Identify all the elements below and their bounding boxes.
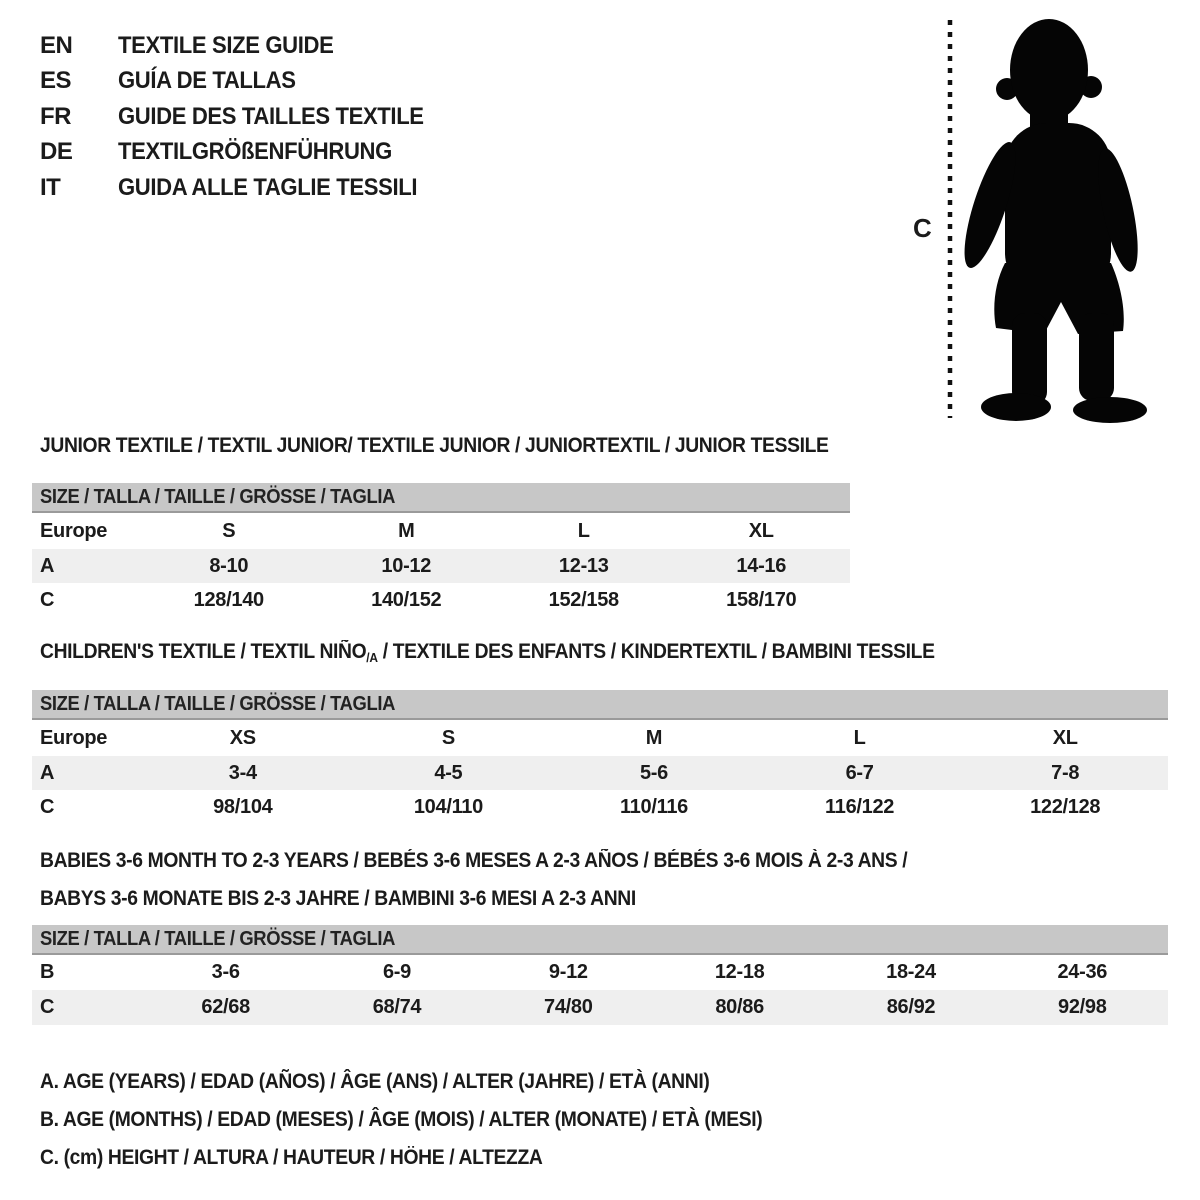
row-label: C: [40, 996, 55, 1018]
table-cell: 12-13: [558, 554, 609, 577]
language-code: IT: [40, 173, 61, 201]
language-code: ES: [40, 67, 72, 95]
table-cell: 110/116: [619, 796, 688, 818]
table-cell: 6-7: [845, 761, 874, 784]
column-header: L: [577, 519, 590, 542]
silhouette-right-leg: [1079, 313, 1114, 401]
children-size-table: [32, 690, 1168, 825]
size-header-label: SIZE / TALLA / TAILLE / GRÖSSE / TAGLIA: [40, 692, 396, 715]
babies-section-title: [40, 842, 983, 918]
silhouette-head: [1010, 19, 1088, 121]
language-row-de: [40, 135, 450, 171]
language-title-list: [40, 28, 450, 206]
table-cell: 7-8: [1051, 761, 1080, 784]
silhouette-left-foot: [981, 393, 1051, 421]
babies-title-line1: BABIES 3-6 MONTH TO 2-3 YEARS / BEBÉS 3-6 MESES A 2-3 AÑOS / BÉBÉS 3-6 MOIS À 2-3 ANS /: [40, 849, 908, 872]
language-code: DE: [40, 138, 73, 166]
table-cell: 3-4: [228, 761, 257, 784]
language-row-it: [40, 170, 450, 206]
legend: [40, 1063, 825, 1177]
guide-title: TEXTILGRÖßENFÜHRUNG: [118, 138, 392, 166]
table-cell: 98/104: [213, 796, 273, 818]
row-label: C: [40, 796, 55, 818]
region-label: Europe: [40, 726, 108, 749]
guide-title: GUIDE DES TAILLES TEXTILE: [118, 102, 424, 130]
column-header: S: [441, 726, 455, 749]
silhouette-left-leg: [1012, 313, 1047, 405]
language-code: FR: [40, 102, 71, 130]
junior-height-row: [32, 583, 850, 618]
children-columns-row: [32, 720, 1168, 756]
column-header: XL: [748, 519, 774, 542]
language-code: EN: [40, 31, 73, 59]
junior-size-table: [32, 483, 850, 618]
table-cell: 128/140: [193, 589, 264, 611]
language-row-fr: [40, 99, 450, 135]
language-row-es: [40, 64, 450, 100]
size-header-bar: [32, 690, 1168, 720]
children-height-row: [32, 790, 1168, 825]
children-title-subscript: /A: [366, 650, 378, 665]
size-header-bar: [32, 925, 1168, 955]
language-row-en: [40, 28, 450, 64]
children-section-title: [40, 640, 1012, 665]
guide-title: GUÍA DE TALLAS: [118, 67, 296, 95]
table-cell: 116/122: [825, 796, 895, 818]
table-cell: 4-5: [434, 761, 463, 784]
row-label: A: [40, 554, 55, 577]
junior-section-title-text: JUNIOR TEXTILE / TEXTIL JUNIOR/ TEXTILE JUNIOR / JUNIORTEXTIL / JUNIOR TESSILE: [40, 434, 829, 457]
children-section-title-text: [40, 640, 935, 665]
column-header: L: [853, 726, 866, 749]
size-header-label: SIZE / TALLA / TAILLE / GRÖSSE / TAGLIA: [40, 485, 396, 508]
table-cell: 68/74: [372, 996, 422, 1018]
table-cell: 8-10: [209, 554, 249, 577]
children-title-part2: / TEXTILE DES ENFANTS / KINDERTEXTIL / BAMBINI TESSILE: [377, 640, 935, 663]
table-cell: 86/92: [886, 996, 936, 1018]
table-cell: 140/152: [371, 589, 442, 611]
column-header: M: [645, 726, 663, 749]
children-age-row: [32, 756, 1168, 790]
table-cell: 80/86: [715, 996, 764, 1018]
toddler-silhouette-figure: [905, 10, 1160, 430]
region-label: Europe: [40, 519, 108, 542]
toddler-silhouette-icon: [954, 19, 1147, 423]
row-label: C: [40, 589, 55, 611]
legend-line-b: [40, 1101, 825, 1139]
table-cell: 18-24: [886, 961, 936, 983]
column-header: S: [222, 519, 236, 542]
table-cell: 92/98: [1058, 996, 1107, 1018]
silhouette-right-foot: [1073, 397, 1147, 423]
table-cell: 158/170: [726, 589, 797, 611]
babies-height-row: [32, 990, 1168, 1025]
height-measure-label: C: [913, 213, 932, 243]
table-cell: 5-6: [639, 761, 668, 784]
legend-text: A. AGE (YEARS) / EDAD (AÑOS) / ÂGE (ANS) / ALTER (JAHRE) / ETÀ (ANNI): [40, 1070, 710, 1093]
size-header-label: SIZE / TALLA / TAILLE / GRÖSSE / TAGLIA: [40, 927, 396, 950]
table-cell: 6-9: [382, 961, 411, 983]
table-cell: 152/158: [548, 589, 619, 611]
table-cell: 14-16: [736, 554, 787, 577]
babies-months-row: [32, 955, 1168, 990]
table-cell: 24-36: [1057, 961, 1108, 983]
row-label: A: [40, 761, 55, 784]
table-cell: 3-6: [211, 961, 240, 983]
size-header-bar: [32, 483, 850, 513]
babies-title-line2: BABYS 3-6 MONATE BIS 2-3 JAHRE / BAMBINI 3-6 MESI A 2-3 ANNI: [40, 887, 636, 910]
junior-age-row: [32, 549, 850, 583]
legend-text: B. AGE (MONTHS) / EDAD (MESES) / ÂGE (MOIS) / ALTER (MONATE) / ETÀ (MESI): [40, 1108, 763, 1131]
table-cell: 74/80: [544, 996, 593, 1018]
junior-columns-row: [32, 513, 850, 549]
legend-line-c: [40, 1139, 825, 1177]
table-cell: 9-12: [548, 961, 588, 983]
column-header: XL: [1052, 726, 1078, 749]
table-cell: 10-12: [381, 554, 432, 577]
column-header: M: [398, 519, 415, 542]
column-header: XS: [229, 726, 256, 749]
babies-size-table: [32, 925, 1168, 1025]
row-label: B: [40, 961, 55, 983]
children-title-part1: CHILDREN'S TEXTILE / TEXTIL NIÑO: [40, 640, 367, 663]
table-cell: 104/110: [413, 796, 483, 818]
junior-section-title: [40, 434, 897, 458]
table-cell: 62/68: [201, 996, 250, 1018]
guide-title: TEXTILE SIZE GUIDE: [118, 31, 334, 59]
guide-title: GUIDA ALLE TAGLIE TESSILI: [118, 173, 418, 201]
table-cell: 122/128: [1030, 796, 1101, 818]
table-cell: 12-18: [714, 961, 765, 983]
legend-line-a: [40, 1063, 825, 1101]
legend-text: C. (cm) HEIGHT / ALTURA / HAUTEUR / HÖHE / ALTEZZA: [40, 1146, 543, 1169]
